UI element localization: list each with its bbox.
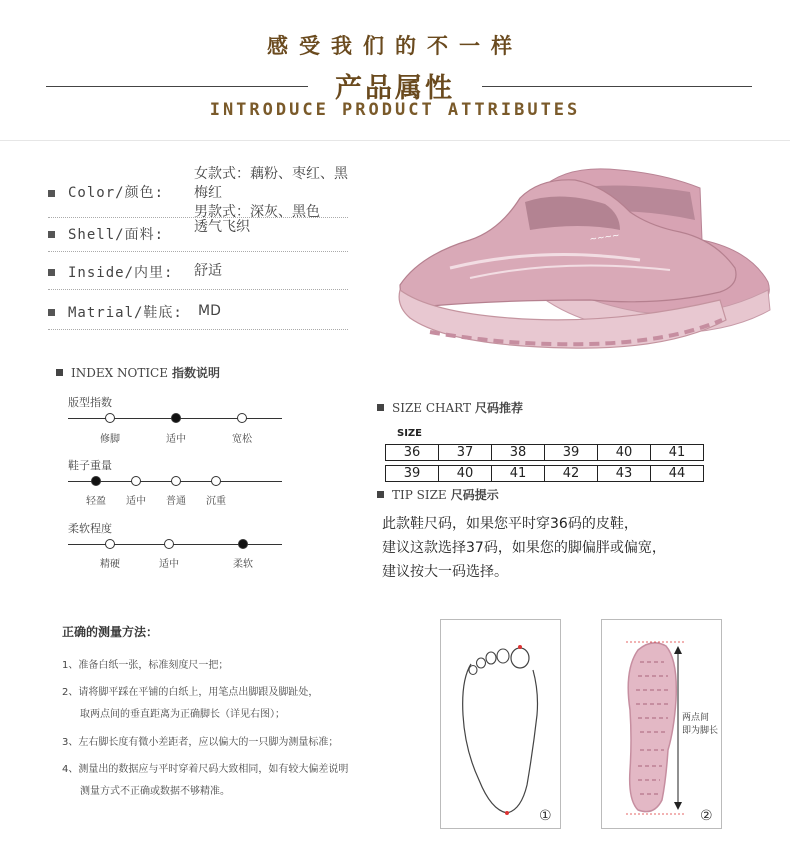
- figure-number: ②: [700, 808, 713, 824]
- size-table-row1: [385, 444, 704, 461]
- attr-value: 舒适: [194, 263, 222, 279]
- figure-note: [682, 712, 718, 738]
- scale-option: 轻盈: [86, 496, 106, 507]
- tip-size-heading: [377, 486, 499, 503]
- scale-option: 沉重: [206, 496, 226, 507]
- size-cell: 41: [651, 445, 704, 461]
- size-label: SIZE: [397, 428, 423, 439]
- index-notice-heading: [56, 364, 220, 381]
- bullet-square: [377, 491, 384, 498]
- measure-step: 2、请将脚平踩在平铺的白纸上，用笔点出脚跟及脚趾处，: [62, 687, 319, 698]
- scale-option: 精硬: [100, 559, 120, 570]
- scale-dot: [164, 539, 174, 549]
- size-cell: 39: [545, 445, 598, 461]
- scale-option: 普通: [166, 496, 186, 507]
- dotted-rule: [48, 289, 348, 290]
- attr-value: MD: [198, 303, 221, 319]
- scale-dot-selected: [238, 539, 248, 549]
- size-cell: 41: [492, 466, 545, 482]
- scale-option: 适中: [166, 434, 186, 445]
- scale-option: 适中: [126, 496, 146, 507]
- tip-line: 建议按大一码选择。: [382, 564, 508, 580]
- measure-step: 4、测量出的数据应与平时穿着尺码大致相同，如有较大偏差说明: [62, 764, 349, 775]
- scale-dot: [211, 476, 221, 486]
- attr-label: Color/颜色:: [68, 185, 165, 201]
- scale-dot: [131, 476, 141, 486]
- foot-outline-icon: [441, 620, 562, 830]
- scale-line: [68, 544, 282, 545]
- bullet-square: [48, 269, 55, 276]
- tip-size-heading-cn: 尺码提示: [450, 488, 499, 502]
- scale-option: 适中: [159, 559, 179, 570]
- svg-text:~~~~: ~~~~: [589, 230, 621, 245]
- product-shoe-image: [390, 150, 782, 368]
- scale-title-fit: 版型指数: [68, 396, 112, 409]
- attr-row-color: [48, 166, 348, 220]
- measure-title: 正确的测量方法：: [62, 625, 159, 639]
- size-chart-heading-en: SIZE CHART: [392, 401, 472, 415]
- index-notice-heading-cn: 指数说明: [172, 366, 221, 380]
- attr-row-inside: [48, 256, 348, 290]
- attr-label: Inside/内里:: [68, 265, 174, 281]
- attr-row-shell: [48, 218, 348, 252]
- figure-note-line: 两点间: [682, 713, 710, 723]
- bullet-square: [48, 190, 55, 197]
- tip-size-heading-en: TIP SIZE: [392, 488, 447, 502]
- scale-option: 柔软: [233, 559, 253, 570]
- measure-step-cont: 测量方式不正确或数据不够精准。: [80, 786, 230, 797]
- size-cell: 38: [492, 445, 545, 461]
- size-chart-heading: [377, 399, 523, 416]
- dotted-rule: [48, 251, 348, 252]
- sole-figure: [601, 619, 722, 829]
- size-cell: 43: [598, 466, 651, 482]
- slogan: 感受我们的不一样: [267, 33, 523, 58]
- scale-title-softness: 柔软程度: [68, 522, 112, 535]
- index-notice-heading-en: INDEX NOTICE: [71, 366, 169, 380]
- measure-step-cont: 取两点间的垂直距离为正确脚长（详见右图）；: [80, 709, 285, 720]
- table-row: [386, 445, 704, 461]
- figure-number: ①: [539, 808, 552, 824]
- size-chart-heading-cn: 尺码推荐: [475, 401, 524, 415]
- figure-note-line: 即为脚长: [682, 726, 719, 736]
- header-divider: [0, 140, 790, 141]
- scale-dot-selected: [91, 476, 101, 486]
- tip-line: 此款鞋尺码，如果您平时穿36码的皮鞋，: [382, 516, 638, 532]
- attr-value: [194, 165, 348, 222]
- scale-title-weight: 鞋子重量: [68, 459, 112, 472]
- foot-outline-figure: [440, 619, 561, 829]
- scale-dot: [105, 539, 115, 549]
- attr-label: Shell/面料:: [68, 227, 165, 243]
- attr-value: 透气飞织: [194, 219, 250, 235]
- size-cell: 36: [386, 445, 439, 461]
- size-cell: 40: [439, 466, 492, 482]
- size-cell: 42: [545, 466, 598, 482]
- dotted-rule: [48, 329, 348, 330]
- scale-dot-selected: [171, 413, 181, 423]
- tip-text: [382, 512, 666, 584]
- bullet-square: [377, 404, 384, 411]
- scale-option: 宽松: [232, 434, 252, 445]
- bullet-square: [56, 369, 63, 376]
- size-cell: 44: [651, 466, 704, 482]
- scale-option: 修脚: [100, 434, 120, 445]
- attr-value-line: 男款式：深灰、黑色: [194, 204, 320, 220]
- size-table-row2: [385, 465, 704, 482]
- measure-step: 3、左右脚长度有微小差距者，应以偏大的一只脚为测量标准；: [62, 737, 339, 748]
- scale-dot: [237, 413, 247, 423]
- bullet-square: [48, 309, 55, 316]
- scale-dot: [171, 476, 181, 486]
- measure-step: 1、准备白纸一张，标准刻度尺一把；: [62, 660, 229, 671]
- tip-line: 建议这款选择37码，如果您的脚偏胖或偏宽，: [382, 540, 666, 556]
- attr-label: Matrial/鞋底:: [68, 305, 183, 321]
- size-cell: 39: [386, 466, 439, 482]
- size-cell: 40: [598, 445, 651, 461]
- scale-dot: [105, 413, 115, 423]
- page-title: 产品属性: [335, 73, 455, 104]
- attr-value-line: 女款式：藕粉、枣红、黑梅红: [194, 166, 348, 201]
- size-cell: 37: [439, 445, 492, 461]
- bullet-square: [48, 231, 55, 238]
- table-row: [386, 466, 704, 482]
- attr-row-sole: [48, 296, 348, 330]
- page-subtitle: INTRODUCE PRODUCT ATTRIBUTES: [209, 100, 581, 120]
